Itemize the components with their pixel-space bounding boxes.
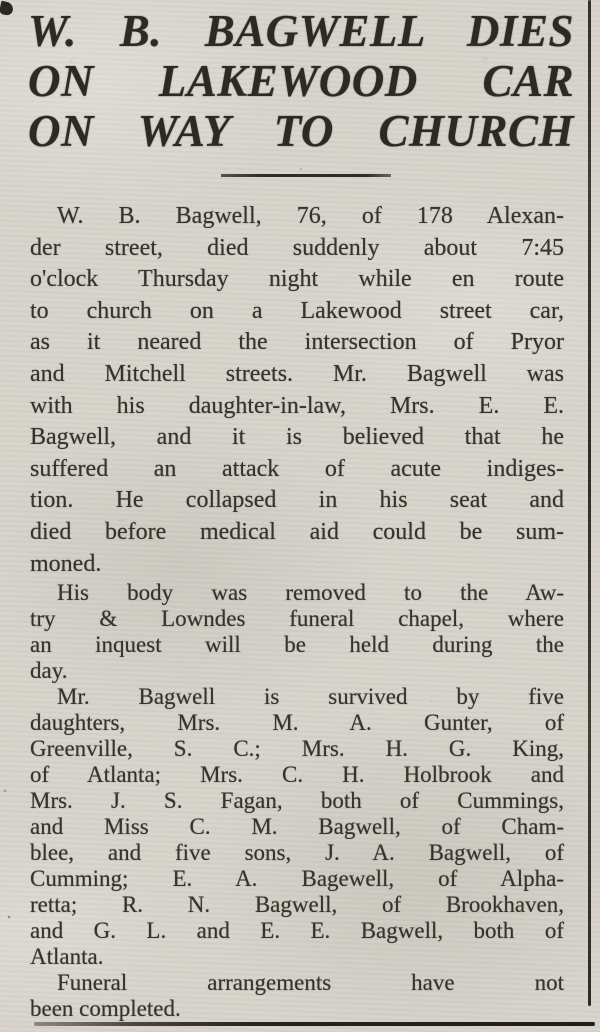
ink-smudge-icon: [0, 1, 14, 16]
body-line: been completed.: [30, 996, 181, 1022]
body-line: day.: [30, 658, 68, 684]
body-line: moned.: [30, 550, 102, 577]
headline-divider-rule: [221, 174, 391, 177]
body-line: tion. He collapsed in his seat and: [30, 487, 564, 514]
body-line: W. B. Bagwell, 76, of 178 Alexan-: [57, 203, 564, 229]
column-divider-rule: [588, 0, 591, 1006]
body-line: daughters, Mrs. M. A. Gunter, of: [30, 710, 564, 736]
body-line: His body was removed to the Aw-: [57, 580, 564, 606]
paragraph: [30, 580, 564, 684]
body-line: o'clock Thursday night while en route: [30, 266, 564, 293]
body-line: try & Lowndes funeral chapel, where: [30, 606, 564, 632]
bottom-section-rule: [34, 1022, 595, 1026]
body-line: retta; R. N. Bagwell, of Brookhaven,: [30, 892, 564, 918]
body-line: as it neared the intersection of Pryor: [30, 329, 564, 356]
paragraph: [30, 684, 564, 970]
headline-line: W. B. BAGWELL DIES: [28, 6, 574, 56]
body-line: Mr. Bagwell is survived by five: [57, 684, 564, 710]
body-line: and Mitchell streets. Mr. Bagwell was: [30, 360, 564, 387]
paragraph: [30, 201, 564, 580]
paragraph: [30, 970, 564, 1022]
body-line: Cumming; E. A. Bagewell, of Alpha-: [30, 866, 564, 892]
body-line: Greenville, S. C.; Mrs. H. G. King,: [30, 736, 564, 762]
body-line: Bagwell, and it is believed that he: [30, 424, 564, 451]
body-line: suffered an attack of acute indiges-: [30, 455, 564, 482]
article-body: [30, 201, 564, 1022]
paper-speckles: [0, 0, 2, 2]
body-line: an inquest will be held during the: [30, 632, 564, 658]
headline: [28, 6, 574, 156]
body-line: blee, and five sons, J. A. Bagwell, of: [30, 840, 564, 866]
body-line: and Miss C. M. Bagwell, of Cham-: [30, 814, 564, 840]
body-line: Atlanta.: [30, 944, 104, 970]
body-line: Mrs. J. S. Fagan, both of Cummings,: [30, 788, 564, 814]
headline-line: ON WAY TO CHURCH: [28, 106, 574, 156]
body-line: Funeral arrangements have not: [57, 970, 564, 996]
body-line: der street, died suddenly about 7:45: [30, 234, 564, 261]
body-line: with his daughter-in-law, Mrs. E. E.: [30, 392, 564, 419]
body-line: of Atlanta; Mrs. C. H. Holbrook and: [30, 762, 564, 788]
body-line: and G. L. and E. E. Bagwell, both of: [30, 918, 564, 944]
headline-line: ON LAKEWOOD CAR: [28, 56, 574, 106]
body-line: died before medical aid could be sum-: [30, 518, 564, 545]
body-line: to church on a Lakewood street car,: [30, 297, 564, 324]
